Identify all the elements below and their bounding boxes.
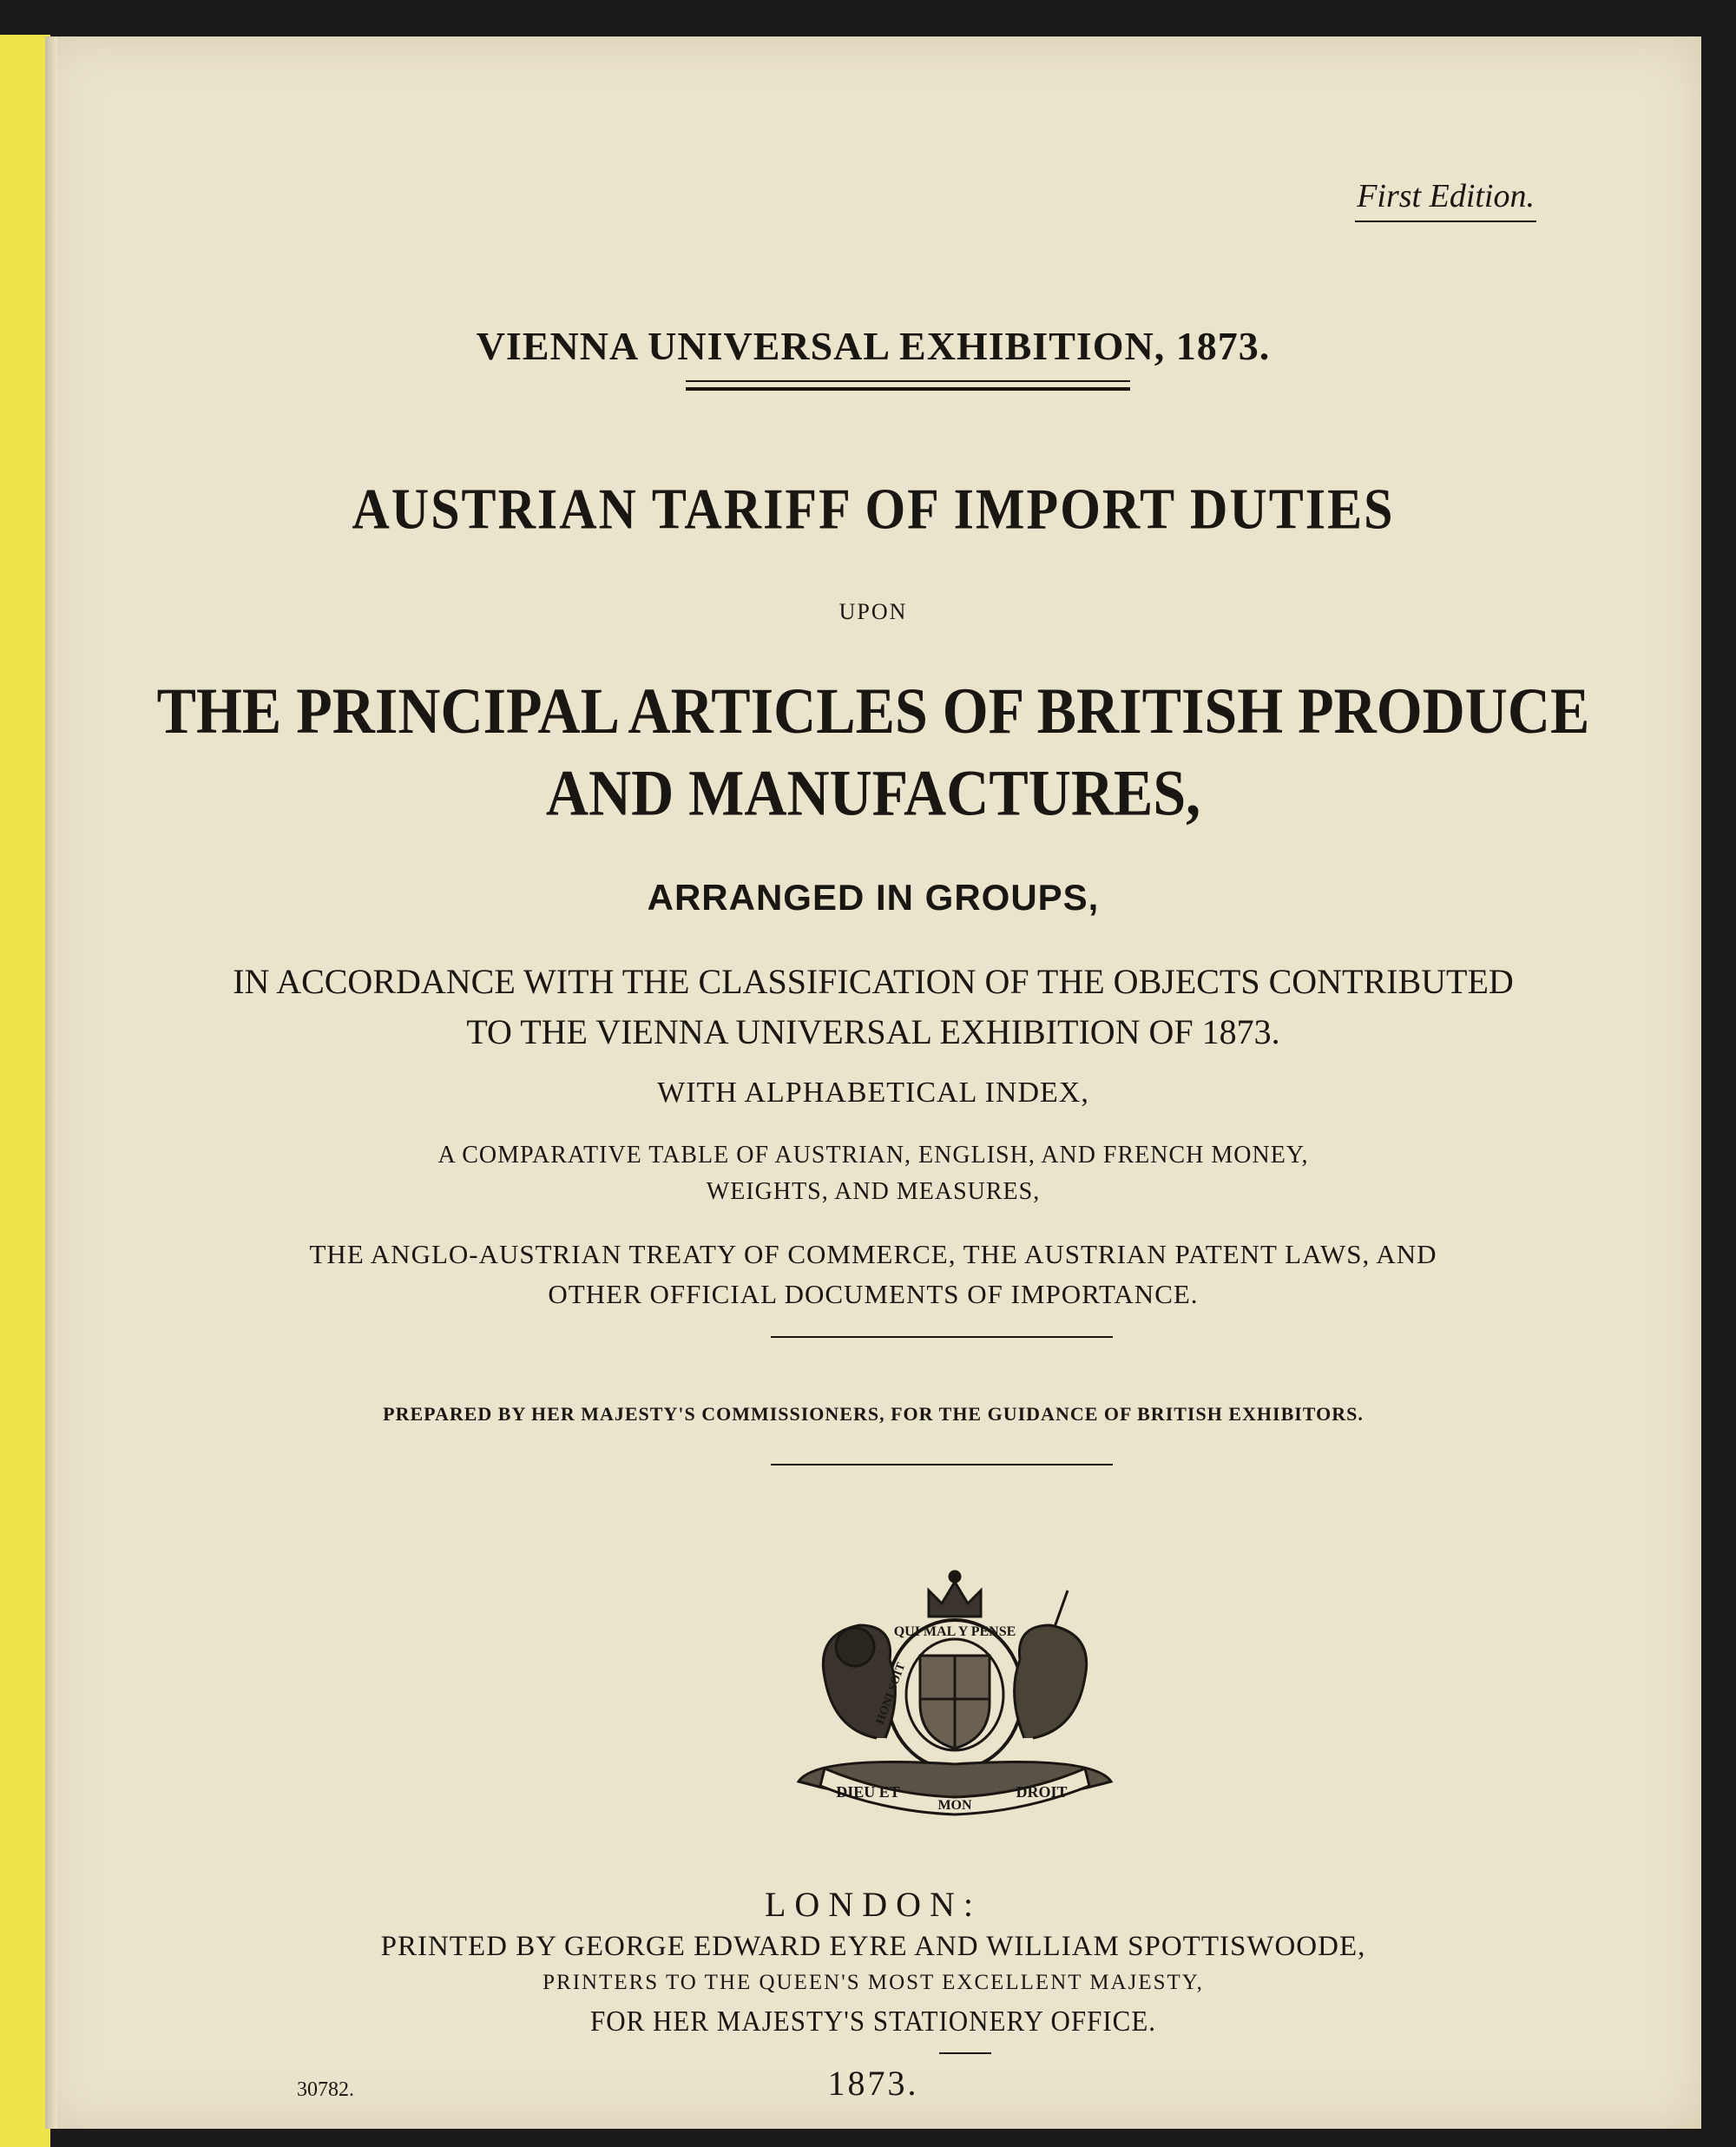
divider-rule: [939, 2052, 991, 2054]
page-spine-shadow: [45, 36, 57, 2129]
reference-number: 30782.: [297, 2078, 354, 2101]
classification-text: [45, 957, 1701, 1057]
garter-motto: QUI MAL Y PENSE: [893, 1624, 1016, 1639]
classification-line-2: TO THE VIENNA UNIVERSAL EXHIBITION OF 1873.: [466, 1012, 1280, 1051]
imprint-printers-to: PRINTERS TO THE QUEEN'S MOST EXCELLENT MAJESTY,: [542, 1971, 1204, 1994]
treaty-line-1: THE ANGLO-AUSTRIAN TREATY OF COMMERCE, THE AUSTRIAN PATENT LAWS, AND: [309, 1239, 1437, 1269]
treaty-text: [45, 1235, 1701, 1314]
binding-strip: [0, 35, 50, 2147]
imprint-year: 1873.: [827, 2064, 919, 2103]
comparative-text: [45, 1137, 1701, 1210]
imprint-city: LONDON:: [765, 1885, 982, 1924]
main-title: AUSTRIAN TARIFF OF IMPORT DUTIES: [352, 476, 1395, 541]
motto-left: DIEU ET: [836, 1783, 900, 1801]
divider-rule: [771, 1464, 1113, 1465]
arranged-heading: ARRANGED IN GROUPS,: [647, 877, 1100, 918]
divider-rule: [771, 1336, 1113, 1338]
classification-line-1: IN ACCORDANCE WITH THE CLASSIFICATION OF THE OBJECTS CONTRIBUTED: [233, 962, 1514, 1001]
subject-line-1: THE PRINCIPAL ARTICLES OF BRITISH PRODUCE: [156, 674, 1590, 747]
title-page: [45, 36, 1701, 2129]
royal-arms-icon: [764, 1564, 1146, 1825]
prepared-by: PREPARED BY HER MAJESTY'S COMMISSIONERS, FOR THE GUIDANCE OF BRITISH EXHIBITORS.: [383, 1403, 1364, 1425]
double-rule: [686, 380, 1130, 391]
subject-line-2: AND MANUFACTURES,: [545, 756, 1201, 830]
index-line: WITH ALPHABETICAL INDEX,: [657, 1077, 1089, 1109]
imprint-printer: PRINTED BY GEORGE EDWARD EYRE AND WILLIAM SPOTTISWOODE,: [380, 1931, 1366, 1962]
treaty-line-2: OTHER OFFICIAL DOCUMENTS OF IMPORTANCE.: [548, 1279, 1199, 1309]
upon-label: UPON: [838, 599, 908, 624]
motto-center: MON: [937, 1798, 972, 1813]
imprint-office: FOR HER MAJESTY'S STATIONERY OFFICE.: [589, 2004, 1157, 2038]
motto-right: DROIT: [1016, 1783, 1068, 1801]
subject-heading: [45, 669, 1701, 833]
comparative-line-2: WEIGHTS, AND MEASURES,: [706, 1178, 1041, 1205]
exhibition-title: VIENNA UNIVERSAL EXHIBITION, 1873.: [476, 324, 1271, 368]
edition-label: First Edition.: [1355, 177, 1536, 222]
comparative-line-1: A COMPARATIVE TABLE OF AUSTRIAN, ENGLISH, AND FRENCH MONEY,: [437, 1142, 1309, 1169]
garter-left-text: HONI SOIT: [873, 1661, 909, 1727]
